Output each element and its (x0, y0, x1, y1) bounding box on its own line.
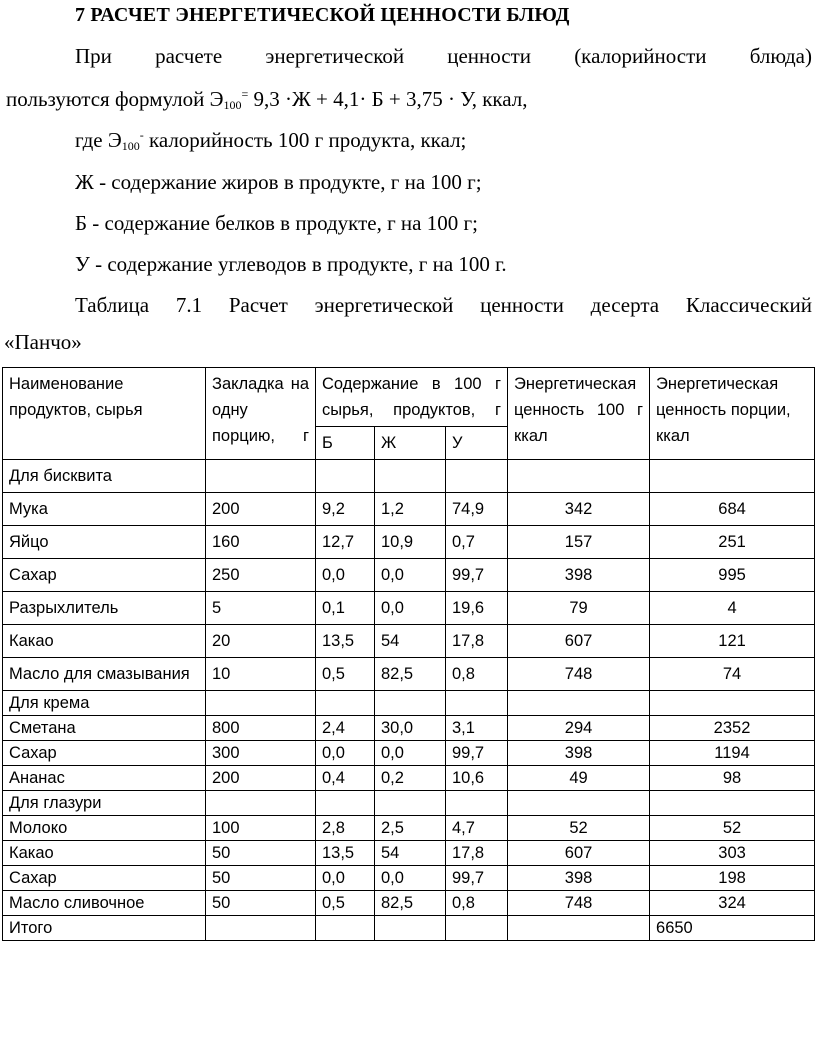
definition-carbs: У - содержание углеводов в продукте, г на 100 г. (75, 252, 507, 276)
section-row (3, 791, 815, 816)
section-row (3, 460, 815, 493)
table-row: Ананас 200 0,4 0,2 10,6 49 98 (3, 766, 815, 791)
section-row (3, 691, 815, 716)
section-label: Для бисквита (3, 460, 206, 493)
table-row: Сахар 50 0,0 0,0 99,7 398 198 (3, 866, 815, 891)
energy-value-table (2, 367, 815, 941)
total-value: 6650 (650, 916, 815, 941)
table-row: Какао 20 13,5 54 17,8 607 121 (3, 625, 815, 658)
table-row: Какао 50 13,5 54 17,8 607 303 (3, 841, 815, 866)
section-heading: 7 РАСЧЕТ ЭНЕРГЕТИЧЕСКОЙ ЦЕННОСТИ БЛЮД (75, 4, 570, 26)
table-row: Сахар 250 0,0 0,0 99,7 398 995 (3, 559, 815, 592)
table-row: Сахар 300 0,0 0,0 99,7 398 1194 (3, 741, 815, 766)
header-portion: Закладка на одну порцию, г (206, 368, 316, 460)
table-row: Яйцо 160 12,7 10,9 0,7 157 251 (3, 526, 815, 559)
definition-fat: Ж - содержание жиров в продукте, г на 100 г; (75, 170, 482, 194)
table-row: Масло сливочное 50 0,5 82,5 0,8 748 324 (3, 891, 815, 916)
definition-protein: Б - содержание белков в продукте, г на 100 г; (75, 211, 478, 235)
header-protein: Б (316, 427, 375, 460)
section-label: Для глазури (3, 791, 206, 816)
table-row: Масло для смазывания 10 0,5 82,5 0,8 748 74 (3, 658, 815, 691)
section-label: Для крема (3, 691, 206, 716)
table-row: Молоко 100 2,8 2,5 4,7 52 52 (3, 816, 815, 841)
header-fat: Ж (375, 427, 446, 460)
header-carbs: У (446, 427, 508, 460)
table-caption-line-2: «Панчо» (4, 330, 82, 354)
header-energy-portion: Энергетическая ценность порции, ккал (650, 368, 815, 460)
intro-line-1: При расчете энергетической ценности (калорийности блюда) (75, 44, 812, 68)
total-row (3, 916, 815, 941)
header-content: Содержание в 100 г сырья, продуктов, г (316, 368, 508, 427)
header-energy-100g: Энергетическая ценность 100 г ккал (508, 368, 650, 460)
table-row: Сметана 800 2,4 30,0 3,1 294 2352 (3, 716, 815, 741)
header-name: Наименование продуктов, сырья (3, 368, 206, 460)
table-caption-line-1: Таблица 7.1 Расчет энергетической ценности десерта Классический (75, 293, 812, 317)
table-row: Мука 200 9,2 1,2 74,9 342 684 (3, 493, 815, 526)
total-label: Итого (3, 916, 206, 941)
table-row: Разрыхлитель 5 0,1 0,0 19,6 79 4 (3, 592, 815, 625)
definition-energy: где $Э_{100}^-$ калорийность 100 г продукта, ккал; (75, 128, 467, 153)
formula-line: пользуются формулой $Э_{100}^=$ 9,3 ·Ж + 4,1· Б + 3,75 · У, ккал, (6, 87, 528, 112)
